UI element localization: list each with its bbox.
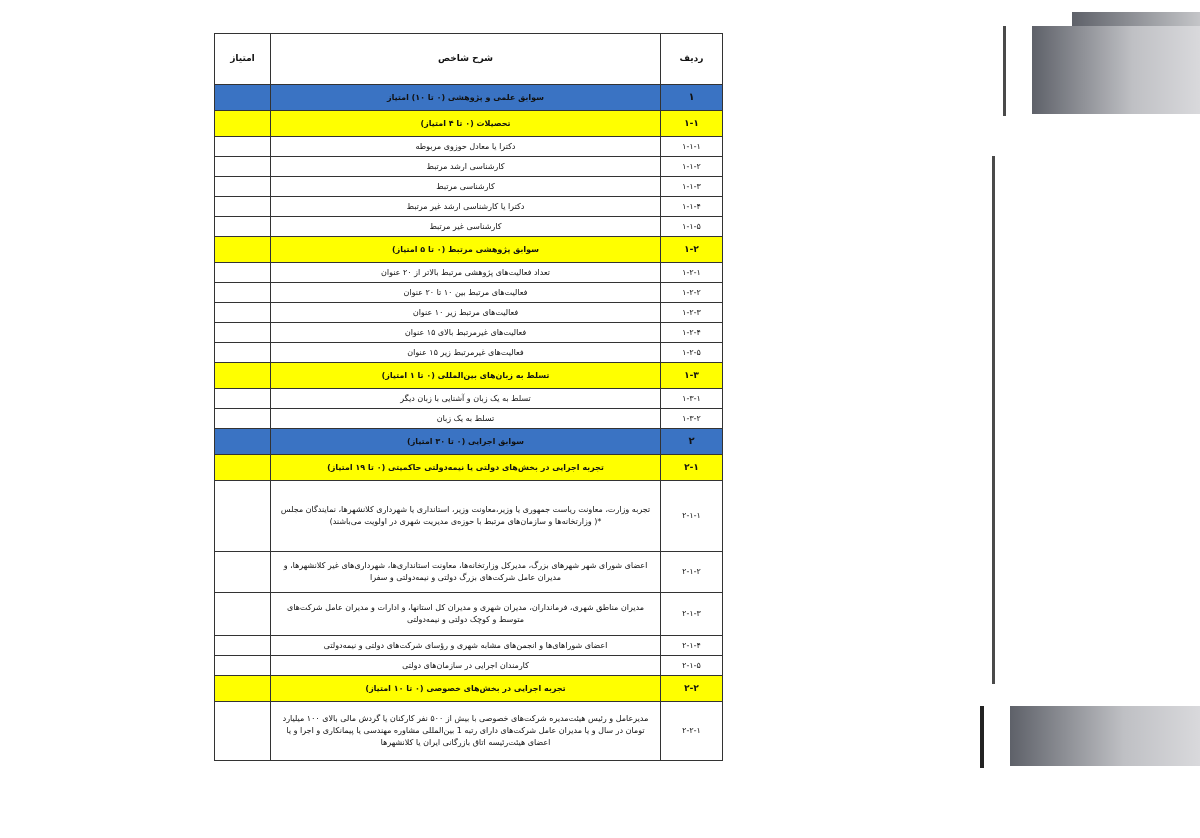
row-number: ۱-۲-۳ [661,303,723,323]
row-description: تسلط به زبان‌های بین‌المللی (۰ تا ۱ امتیاز) [271,363,661,389]
row-number: ۲ [661,429,723,455]
row-description: مدیرعامل و رئیس هیئت‌مدیره شرکت‌های خصوصی با بیش از ۵۰۰ نفر کارکنان یا گردش مالی بالای ۱۰۰ میلیارد تومان در سال و یا مدیران عامل شرکت‌های دارای رتبه 1 بین‌المللی مشاوره مهندسی یا پیمانکاری و اجرا و یا اعضای هیئت‌رئیسه اتاق بازرگانی ایران یا کلانشهرها [271,702,661,761]
row-score [215,702,271,761]
row-score [215,656,271,676]
row-score [215,409,271,429]
row-number: ۱-۱-۲ [661,157,723,177]
header-description: شرح شاخص [271,34,661,85]
table-row [215,481,723,552]
row-score [215,323,271,343]
row-note: *( وزارتخانه‌ها و سازمان‌های مرتبط با حوزه‌ی مدیریت شهری در اولویت می‌باشند) [329,517,602,526]
subsection-row [215,237,723,263]
row-number: ۲-۱-۱ [661,481,723,552]
row-score [215,177,271,197]
section-row [215,429,723,455]
row-description: فعالیت‌های مرتبط بین ۱۰ تا ۲۰ عنوان [271,283,661,303]
row-description: سوابق پژوهشی مرتبط (۰ تا ۵ امتیاز) [271,237,661,263]
row-score [215,636,271,656]
row-score [215,303,271,323]
table-row [215,593,723,636]
row-score [215,676,271,702]
row-number: ۲-۲ [661,676,723,702]
table-row [215,217,723,237]
row-description: دکترا یا معادل حوزوی مربوطه [271,137,661,157]
table-row [215,303,723,323]
decorative-bar [1010,706,1200,766]
row-description: کارشناسی مرتبط [271,177,661,197]
subsection-row [215,363,723,389]
row-number: ۱-۱ [661,111,723,137]
row-score [215,157,271,177]
row-description: تسلط به یک زبان [271,409,661,429]
table-row [215,702,723,761]
criteria-table [214,33,723,761]
table-row [215,177,723,197]
table-row [215,283,723,303]
row-description: تجربه اجرایی در بخش‌های خصوصی (۰ تا ۱۰ امتیاز) [271,676,661,702]
row-number: ۱-۳ [661,363,723,389]
row-description: تحصیلات (۰ تا ۴ امتیاز) [271,111,661,137]
row-description: مدیران مناطق شهری، فرمانداران، مدیران شهری و مدیران کل استانها، و ادارات و مدیران عامل شرکت‌های متوسط و کوچک دولتی و نیمه‌دولتی [271,593,661,636]
row-number: ۱-۳-۱ [661,389,723,409]
table-row [215,552,723,593]
row-number: ۱-۲-۴ [661,323,723,343]
row-score [215,197,271,217]
header-score: امتیاز [215,34,271,85]
row-number: ۱-۲-۵ [661,343,723,363]
row-score [215,593,271,636]
table-row [215,636,723,656]
row-score [215,137,271,157]
row-description: کارمندان اجرایی در سازمان‌های دولتی [271,656,661,676]
table-row [215,263,723,283]
row-number: ۱ [661,85,723,111]
row-number: ۱-۲-۱ [661,263,723,283]
subsection-row [215,676,723,702]
table-row [215,137,723,157]
row-score [215,552,271,593]
row-description: سوابق اجرایی (۰ تا ۳۰ امتیاز) [271,429,661,455]
row-score [215,429,271,455]
row-description: اعضای شورای شهر شهرهای بزرگ، مدیرکل وزارتخانه‌ها، معاونت استانداری‌ها، شهرداری‌های غیر کلانشهرها، و مدیران عامل شرکت‌های بزرگ دولتی و نیمه‌دولتی و سفرا [271,552,661,593]
row-number: ۱-۲ [661,237,723,263]
row-description: تسلط به یک زبان و آشنایی با زبان دیگر [271,389,661,409]
row-number: ۲-۱-۳ [661,593,723,636]
row-score [215,217,271,237]
row-number: ۱-۱-۱ [661,137,723,157]
row-number: ۱-۱-۵ [661,217,723,237]
row-score [215,237,271,263]
row-description: فعالیت‌های مرتبط زیر ۱۰ عنوان [271,303,661,323]
row-number: ۲-۱ [661,455,723,481]
row-description [271,481,661,552]
row-description: کارشناسی ارشد مرتبط [271,157,661,177]
row-description: تجربه اجرایی در بخش‌های دولتی یا نیمه‌دولتی حاکمیتی (۰ تا ۱۹ امتیاز) [271,455,661,481]
decorative-line [980,706,984,768]
row-description: دکترا یا کارشناسی ارشد غیر مرتبط [271,197,661,217]
table-row [215,343,723,363]
row-description: تعداد فعالیت‌های پژوهشی مرتبط بالاتر از ۲۰ عنوان [271,263,661,283]
row-score [215,343,271,363]
row-description-text: تجربه وزارت، معاونت ریاست جمهوری یا وزیر،معاونت وزیر، استانداری یا شهرداری کلانشهرها، نمایندگان مجلس [280,505,651,514]
table-row [215,157,723,177]
decorative-line [1003,26,1006,116]
table-row [215,409,723,429]
table-header-row [215,34,723,85]
row-number: ۲-۱-۲ [661,552,723,593]
decorative-bar [1032,26,1200,114]
table-row [215,389,723,409]
header-row-number: ردیف [661,34,723,85]
row-description: سوابق علمی و پژوهشی (۰ تا ۱۰) امتیاز [271,85,661,111]
decorative-line [992,156,995,684]
row-description: اعضای شوراهای‌ها و انجمن‌های مشابه شهری و رؤسای شرکت‌های دولتی و نیمه‌دولتی [271,636,661,656]
row-score [215,263,271,283]
row-description: فعالیت‌های غیرمرتبط بالای ۱۵ عنوان [271,323,661,343]
row-number: ۲-۱-۴ [661,636,723,656]
row-score [215,455,271,481]
row-number: ۲-۲-۱ [661,702,723,761]
subsection-row [215,111,723,137]
section-row [215,85,723,111]
row-description: فعالیت‌های غیرمرتبط زیر ۱۵ عنوان [271,343,661,363]
table-row [215,656,723,676]
row-score [215,283,271,303]
row-score [215,363,271,389]
table-row [215,323,723,343]
row-number: ۱-۱-۴ [661,197,723,217]
row-number: ۱-۲-۲ [661,283,723,303]
subsection-row [215,455,723,481]
row-score [215,111,271,137]
row-number: ۱-۳-۲ [661,409,723,429]
row-number: ۱-۱-۳ [661,177,723,197]
row-score [215,85,271,111]
row-score [215,389,271,409]
row-score [215,481,271,552]
row-number: ۲-۱-۵ [661,656,723,676]
table-row [215,197,723,217]
row-description: کارشناسی غیر مرتبط [271,217,661,237]
